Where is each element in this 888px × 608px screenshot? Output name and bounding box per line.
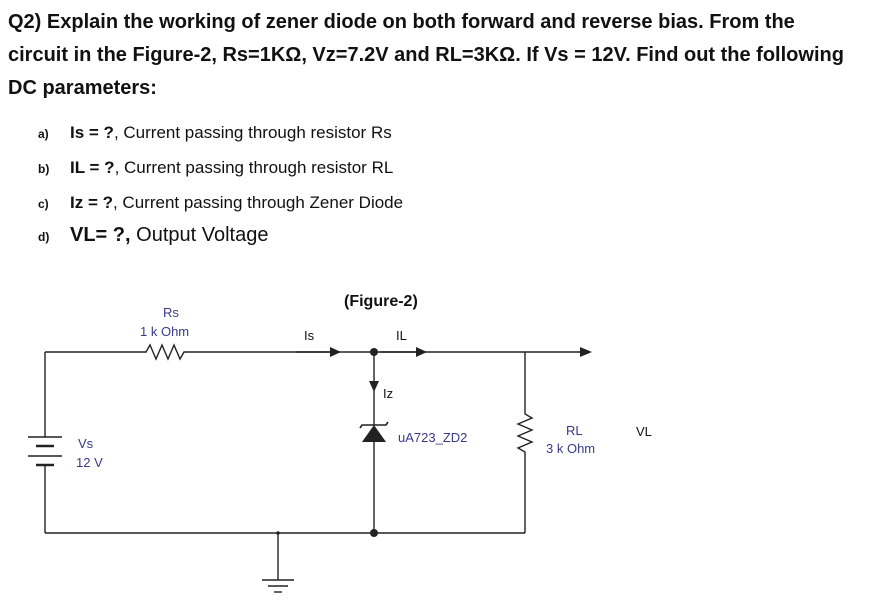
node-dot-top (370, 348, 378, 356)
item-label: b) (38, 162, 50, 176)
rl-name-label: RL (566, 423, 583, 438)
rl-value-label: 3 k Ohm (546, 441, 596, 456)
arrow-output-icon (580, 347, 592, 357)
question-line-3: DC parameters: (8, 77, 157, 99)
item-variable: Iz = ? (70, 193, 113, 212)
question-line-1: Q2) Explain the working of zener diode on both forward and reverse bias. From the (8, 11, 795, 33)
rs-value-label: 1 k Ohm (140, 324, 190, 339)
arrow-iz-icon (369, 381, 379, 392)
arrow-is-icon (296, 347, 341, 357)
item-variable: IL = ? (70, 158, 115, 177)
resistor-rl-symbol (518, 410, 532, 456)
item-label: d) (38, 230, 50, 244)
item-label: c) (38, 197, 49, 211)
figure-title: (Figure-2) (344, 293, 418, 310)
item-description: , Current passing through resistor RL (114, 158, 394, 177)
ground-icon (262, 580, 294, 592)
vl-label: VL (636, 424, 652, 439)
is-label: Is (304, 328, 315, 343)
item-label: a) (38, 127, 49, 141)
rs-name-label: Rs (163, 305, 179, 320)
item-variable: Is = ? (70, 123, 114, 142)
vs-value-label: 12 V (76, 455, 103, 470)
resistor-rs-symbol (140, 345, 190, 359)
node-dot-bottom (370, 529, 378, 537)
item-variable: VL= ?, (70, 224, 131, 246)
question-line-2: circuit in the Figure-2, Rs=1KΩ, Vz=7.2V and RL=3KΩ. If Vs = 12V. Find out the following (8, 44, 844, 66)
vs-name-label: Vs (78, 436, 94, 451)
item-description: , Current passing through Zener Diode (112, 193, 404, 212)
item-description: , Current passing through resistor Rs (113, 123, 392, 142)
node-dot-ground (276, 531, 280, 535)
arrow-il-icon (380, 347, 427, 357)
item-description: Output Voltage (130, 224, 269, 246)
iz-label: Iz (383, 386, 394, 401)
il-label: IL (396, 328, 407, 343)
battery-vs-symbol (28, 437, 62, 465)
zener-name-label: uA723_ZD2 (398, 430, 468, 445)
zener-diode-symbol (360, 422, 388, 442)
